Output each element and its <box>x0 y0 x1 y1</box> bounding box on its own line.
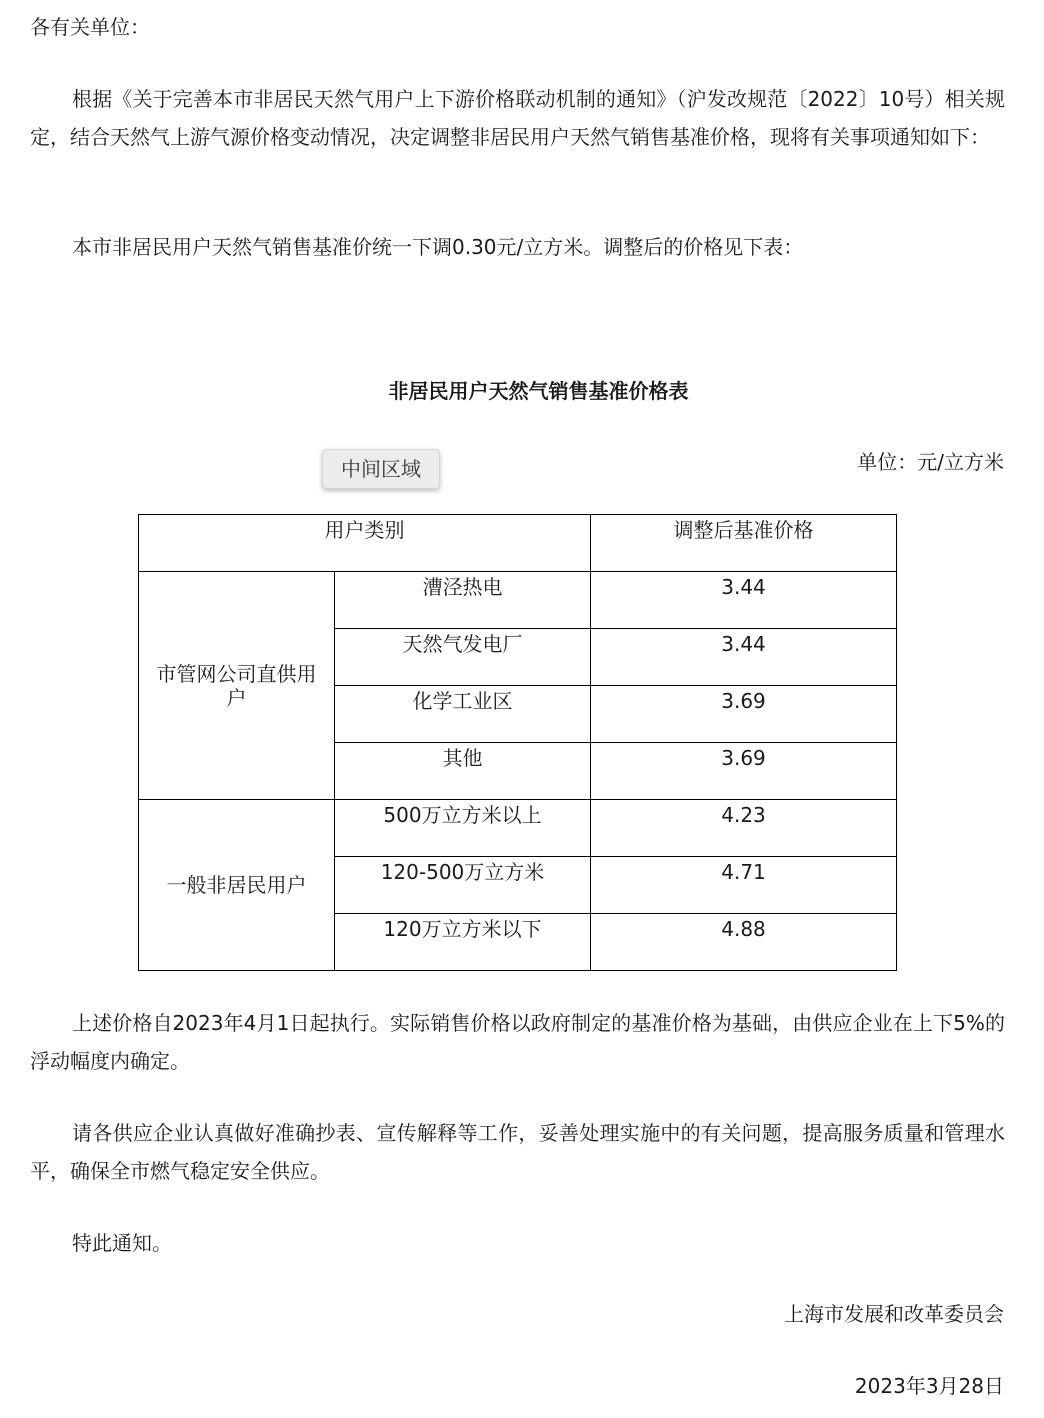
header-category: 用户类别 <box>139 515 591 572</box>
signature-organization: 上海市发展和改革委员会 <box>784 1302 1004 1326</box>
price-cell: 4.71 <box>591 857 897 914</box>
middle-region-button[interactable]: 中间区域 <box>322 449 440 489</box>
price-table <box>138 514 897 971</box>
header-price: 调整后基准价格 <box>591 515 897 572</box>
price-cell: 3.69 <box>591 686 897 743</box>
price-cell: 4.23 <box>591 800 897 857</box>
subcategory-cell: 120万立方米以下 <box>335 914 591 971</box>
subcategory-cell: 500万立方米以上 <box>335 800 591 857</box>
salutation: 各有关单位： <box>30 15 150 39</box>
group-name: 市管网公司直供用户 <box>139 572 335 800</box>
price-cell: 3.69 <box>591 743 897 800</box>
signature-date: 2023年3月28日 <box>854 1374 1004 1398</box>
table-title: 非居民用户天然气销售基准价格表 <box>388 379 689 403</box>
subcategory-cell: 漕泾热电 <box>335 572 591 629</box>
closing-paragraph: 特此通知。 <box>72 1231 172 1255</box>
price-cell: 4.88 <box>591 914 897 971</box>
effective-date-paragraph: 上述价格自2023年4月1日起执行。实际销售价格以政府制定的基准价格为基础，由供应企业在上下5%的浮动幅度内确定。 <box>30 1011 1005 1073</box>
adjustment-paragraph: 本市非居民用户天然气销售基准价统一下调0.30元/立方米。调整后的价格见下表： <box>72 235 804 259</box>
group-name: 一般非居民用户 <box>139 800 335 971</box>
table-row <box>139 800 897 857</box>
subcategory-cell: 天然气发电厂 <box>335 629 591 686</box>
instruction-paragraph: 请各供应企业认真做好准确抄表、宣传解释等工作，妥善处理实施中的有关问题，提高服务质量和管理水平，确保全市燃气稳定安全供应。 <box>30 1121 1005 1183</box>
subcategory-cell: 其他 <box>335 743 591 800</box>
intro-paragraph: 根据《关于完善本市非居民天然气用户上下游价格联动机制的通知》（沪发改规范〔2022〕10号）相关规定，结合天然气上游气源价格变动情况，决定调整非居民用户天然气销售基准价格，现将有关事项通知如下： <box>30 87 1005 149</box>
subcategory-cell: 120-500万立方米 <box>335 857 591 914</box>
subcategory-cell: 化学工业区 <box>335 686 591 743</box>
table-row <box>139 572 897 629</box>
table-header-row <box>139 515 897 572</box>
unit-label: 单位：元/立方米 <box>857 450 1004 474</box>
price-cell: 3.44 <box>591 572 897 629</box>
price-cell: 3.44 <box>591 629 897 686</box>
